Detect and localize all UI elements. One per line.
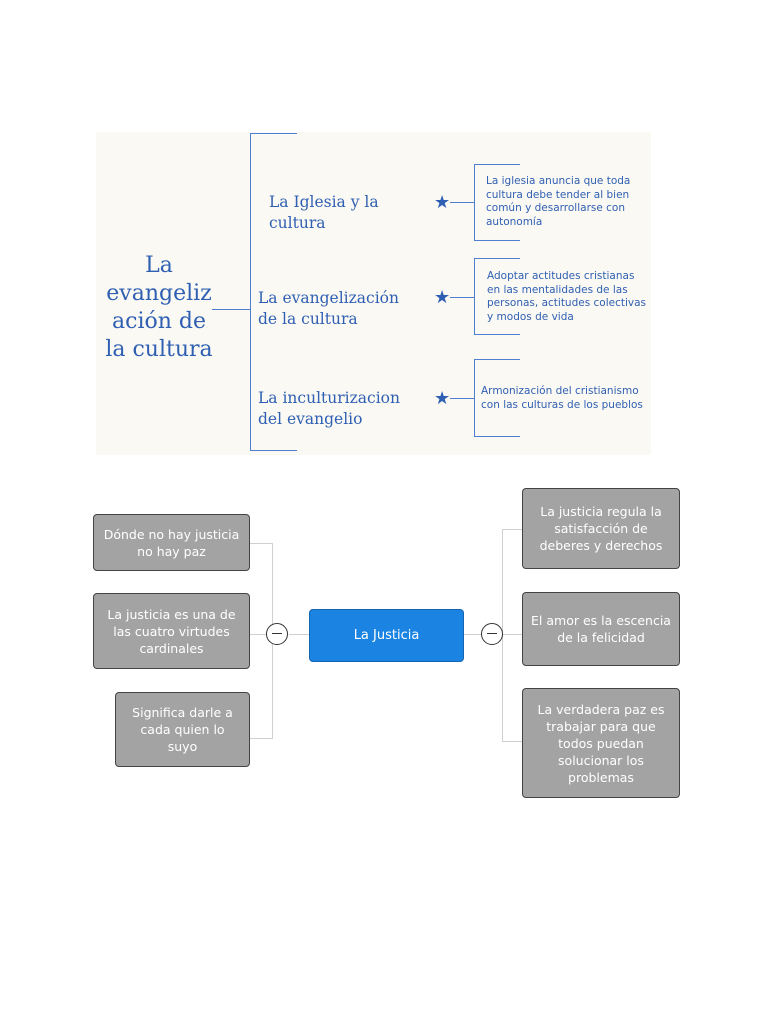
note-line: Adoptar actitudes cristianas <box>487 270 635 282</box>
note-bracket-top <box>474 164 520 165</box>
connector-line <box>250 543 272 544</box>
note-bracket-line <box>474 258 475 335</box>
branch-title-evangelizacion-cultura <box>258 288 428 330</box>
node-label: Dónde no hay justicia no hay paz <box>103 526 240 559</box>
branch-note <box>481 385 651 412</box>
right-node-deberes[interactable] <box>522 488 680 569</box>
note-bracket-top <box>474 258 520 259</box>
main-bracket-line <box>250 133 251 451</box>
branch-note <box>486 175 646 229</box>
note-line: en las mentalidades de las <box>487 283 628 296</box>
note-line: autonomía <box>486 215 543 228</box>
star-icon: ★ <box>434 388 451 409</box>
connector-line <box>502 741 522 742</box>
branch-title-line: de la cultura <box>258 310 358 328</box>
main-title-line: evangeliz <box>106 281 212 306</box>
arrow-line <box>450 202 474 203</box>
note-line: común y desarrollarse con <box>486 202 626 214</box>
star-icon: ★ <box>434 287 451 308</box>
note-bracket-top <box>474 359 520 360</box>
branch-title-iglesia-cultura <box>269 192 439 234</box>
note-bracket-bottom <box>474 436 520 437</box>
note-line: con las culturas de los pueblos <box>481 398 643 411</box>
main-bracket-bottom <box>250 450 297 451</box>
right-node-amor[interactable] <box>522 592 680 666</box>
note-line: y modos de vida <box>487 310 574 323</box>
note-bracket-line <box>474 164 475 241</box>
connector-line <box>463 634 482 635</box>
note-bracket-bottom <box>474 240 520 241</box>
connector-line <box>250 738 272 739</box>
main-bracket-top <box>250 133 297 134</box>
node-label: La verdadera paz es trabajar para que todos puedan solucionar los problemas <box>537 701 665 785</box>
branch-title-line: La Iglesia y la <box>269 193 379 211</box>
left-node-suyo[interactable] <box>115 692 250 767</box>
collapse-right-icon[interactable] <box>481 623 503 645</box>
left-node-paz[interactable] <box>93 514 250 571</box>
main-title-line: La <box>145 253 173 278</box>
branch-title-line: La inculturizacion <box>258 389 400 407</box>
note-line: Armonización del cristianismo <box>481 385 639 397</box>
branch-title-line: del evangelio <box>258 410 363 428</box>
arrow-line <box>450 297 474 298</box>
main-title <box>104 252 214 364</box>
branch-note <box>487 270 652 324</box>
note-line: La iglesia anuncia que toda <box>486 175 631 187</box>
note-line: personas, actitudes colectivas <box>487 297 647 309</box>
node-label: La justicia regula la satisfacción de deberes y derechos <box>539 504 663 553</box>
node-label: El amor es la escencia de la felicidad <box>531 613 671 645</box>
connector-line <box>503 634 522 635</box>
node-label: Significa darle a cada quien lo suyo <box>132 705 233 754</box>
note-line: cultura debe tender al bien <box>486 188 630 201</box>
branch-title-line: cultura <box>269 214 326 232</box>
main-connector-line <box>212 309 250 310</box>
right-node-paz-trabajar[interactable] <box>522 688 680 798</box>
connector-line <box>502 529 522 530</box>
star-icon: ★ <box>434 192 451 213</box>
connector-line <box>250 634 266 635</box>
branch-title-inculturizacion <box>258 388 428 430</box>
center-label: La Justicia <box>353 628 420 643</box>
main-title-line: ación de <box>112 309 206 334</box>
branch-title-line: La evangelización <box>258 289 399 307</box>
left-node-virtudes[interactable] <box>93 593 250 669</box>
node-label: La justicia es una de las cuatro virtudes cardinales <box>107 606 236 656</box>
note-bracket-bottom <box>474 334 520 335</box>
main-title-line: la cultura <box>105 337 213 362</box>
note-bracket-line <box>474 359 475 437</box>
connector-line <box>289 634 309 635</box>
collapse-left-icon[interactable] <box>266 623 288 645</box>
arrow-line <box>450 398 474 399</box>
center-node-justicia[interactable] <box>309 609 464 662</box>
